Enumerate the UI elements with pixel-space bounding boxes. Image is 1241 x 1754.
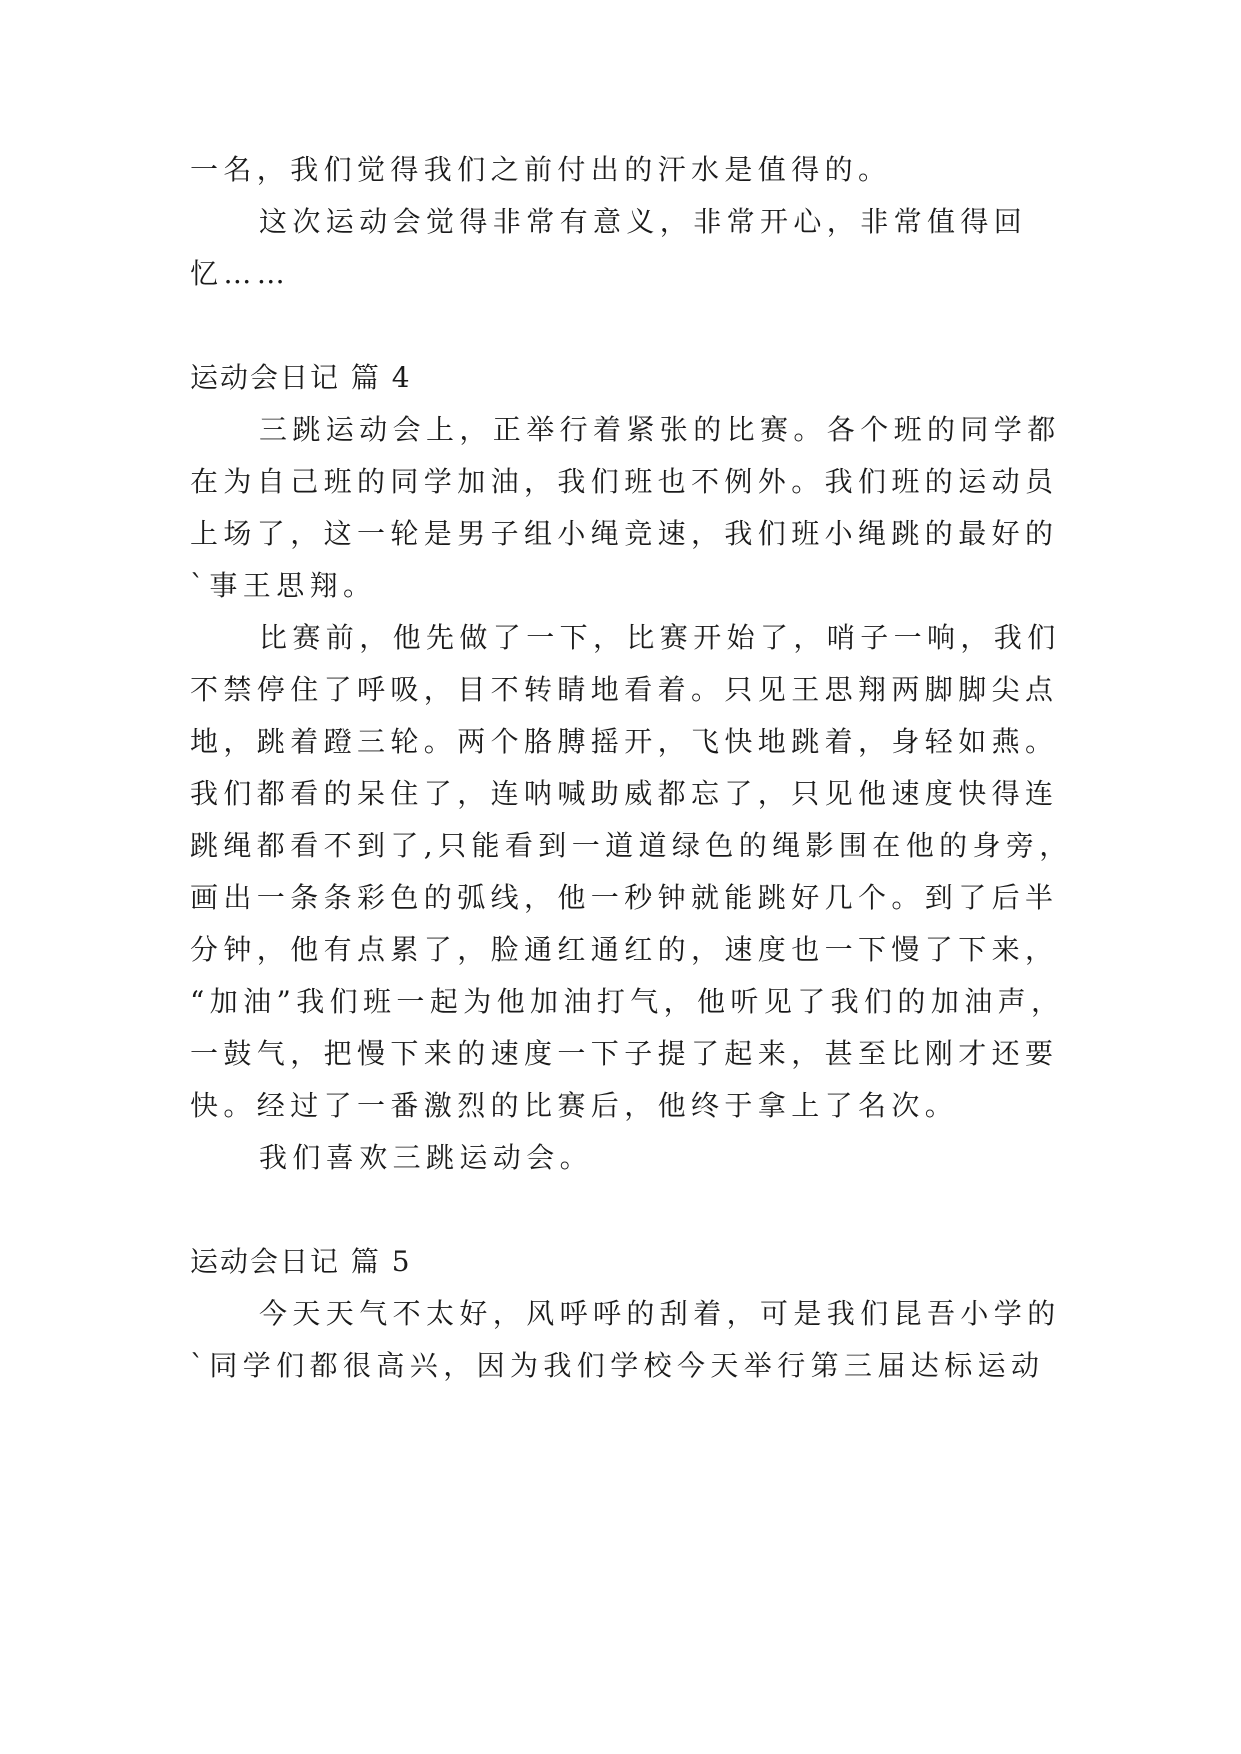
paragraph-line: “加油”我们班一起为他加油打气，他听见了我们的加油声， bbox=[190, 985, 1065, 1018]
section-heading: 运动会日记 篇 5 bbox=[190, 1245, 412, 1278]
paragraph-line: 在为自己班的同学加油，我们班也不例外。我们班的运动员 bbox=[190, 465, 1059, 498]
paragraph-line: 跳绳都看不到了,只能看到一道道绿色的绳影围在他的身旁， bbox=[190, 829, 1073, 862]
paragraph-line: 一鼓气，把慢下来的速度一下子提了起来，甚至比刚才还要 bbox=[190, 1037, 1059, 1070]
section-heading: 运动会日记 篇 4 bbox=[190, 361, 412, 394]
paragraph-line: 不禁停住了呼吸，目不转睛地看着。只见王思翔两脚脚尖点 bbox=[190, 673, 1059, 706]
paragraph-line: 我们都看的呆住了，连呐喊助威都忘了，只见他速度快得连 bbox=[190, 777, 1059, 810]
paragraph-line: 比赛前，他先做了一下，比赛开始了，哨子一响，我们 bbox=[259, 621, 1061, 654]
paragraph-line: 画出一条条彩色的弧线，他一秒钟就能跳好几个。到了后半 bbox=[190, 881, 1059, 914]
paragraph-line: 地，跳着蹬三轮。两个胳膊摇开，飞快地跳着，身轻如燕。 bbox=[190, 725, 1059, 758]
paragraph-line: 分钟，他有点累了，脸通红通红的，速度也一下慢了下来， bbox=[190, 933, 1059, 966]
paragraph-line: 今天天气不太好，风呼呼的刮着，可是我们昆吾小学的 bbox=[259, 1297, 1061, 1330]
paragraph-line: 我们喜欢三跳运动会。 bbox=[259, 1141, 594, 1174]
paragraph-line: `同学们都很高兴，因为我们学校今天举行第三届达标运动 bbox=[190, 1349, 1045, 1382]
paragraph-line: 一名，我们觉得我们之前付出的汗水是值得的。 bbox=[190, 153, 892, 186]
paragraph-line: 这次运动会觉得非常有意义，非常开心，非常值得回 bbox=[259, 205, 1028, 238]
paragraph-line: 快。经过了一番激烈的比赛后，他终于拿上了名次。 bbox=[190, 1089, 959, 1122]
paragraph-line: 三跳运动会上，正举行着紧张的比赛。各个班的同学都 bbox=[259, 413, 1061, 446]
paragraph-line: 上场了，这一轮是男子组小绳竞速，我们班小绳跳的最好的 bbox=[190, 517, 1059, 550]
paragraph-line: `事王思翔。 bbox=[190, 569, 377, 602]
paragraph-line: 忆…… bbox=[190, 257, 291, 290]
